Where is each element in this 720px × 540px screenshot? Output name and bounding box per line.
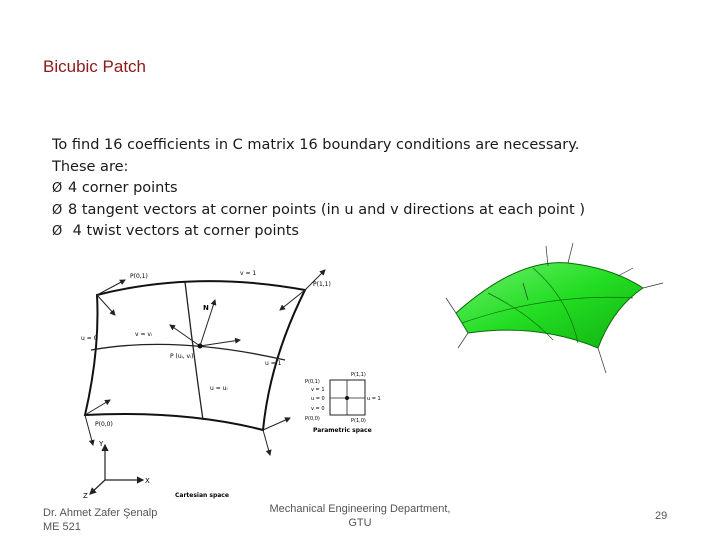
green-patch-render bbox=[438, 238, 670, 378]
footer-author bbox=[43, 506, 157, 534]
label-p00: P(0,0) bbox=[95, 421, 113, 428]
param-p00: P(0,0) bbox=[305, 416, 320, 422]
label-p11: P(1,1) bbox=[313, 281, 331, 288]
patch-diagram bbox=[75, 250, 381, 500]
param-p01: P(0,1) bbox=[305, 379, 320, 385]
label-u-ui: u = uᵢ bbox=[210, 385, 228, 392]
author-name: Dr. Ahmet Zafer Şenalp bbox=[43, 507, 158, 519]
bullet-arrow-icon: Ø bbox=[52, 202, 63, 218]
param-p10: P(1,0) bbox=[351, 418, 366, 424]
param-u1: u = 1 bbox=[367, 396, 381, 402]
label-p01: P(0,1) bbox=[130, 273, 148, 280]
param-v0: v = 0 bbox=[311, 406, 325, 412]
label-point: P (uᵢ, vᵢ) bbox=[170, 353, 194, 360]
label-u1: u = 1 bbox=[265, 360, 282, 367]
label-v-vi: v = vᵢ bbox=[135, 331, 153, 338]
param-p11: P(1,1) bbox=[351, 372, 366, 378]
body-line-these-are: These are: bbox=[52, 158, 129, 175]
param-u0: u = 0 bbox=[311, 396, 325, 402]
axis-x-label: X bbox=[145, 477, 150, 485]
label-v1: v = 1 bbox=[240, 270, 257, 277]
patch-boundary bbox=[85, 281, 305, 430]
bullet-corner-points bbox=[52, 178, 652, 200]
institution-line: GTU bbox=[348, 517, 372, 529]
bullet-text: 8 tangent vectors at corner points (in u and v directions at each point ) bbox=[68, 201, 585, 218]
bullet-tangent-vectors bbox=[52, 200, 652, 222]
body-line-intro: To find 16 coefficients in C matrix 16 boundary conditions are necessary. bbox=[52, 137, 580, 153]
label-u0: u = 0 bbox=[81, 335, 98, 342]
bullet-text: 4 twist vectors at corner points bbox=[68, 223, 299, 239]
green-patch-surface bbox=[456, 263, 643, 348]
slide-title: Bicubic Patch bbox=[43, 57, 146, 76]
bullet-arrow-icon: Ø bbox=[52, 224, 63, 239]
bullet-text: 4 corner points bbox=[68, 180, 178, 196]
department-line: Mechanical Engineering Department, bbox=[269, 503, 451, 515]
bullet-arrow-icon: Ø bbox=[52, 181, 63, 196]
course-code: ME 521 bbox=[43, 521, 81, 533]
param-v1: v = 1 bbox=[311, 387, 325, 393]
iso-curve-u bbox=[185, 282, 203, 420]
label-normal: N bbox=[203, 304, 209, 312]
footer-department bbox=[250, 502, 470, 530]
cartesian-space-label: Cartesian space bbox=[175, 492, 229, 499]
parametric-space-label: Parametric space bbox=[313, 427, 372, 434]
axis-y-label: Y bbox=[99, 440, 104, 448]
slide-body bbox=[52, 135, 652, 243]
axis-z-label: Z bbox=[83, 492, 88, 500]
page-number: 29 bbox=[655, 510, 668, 522]
